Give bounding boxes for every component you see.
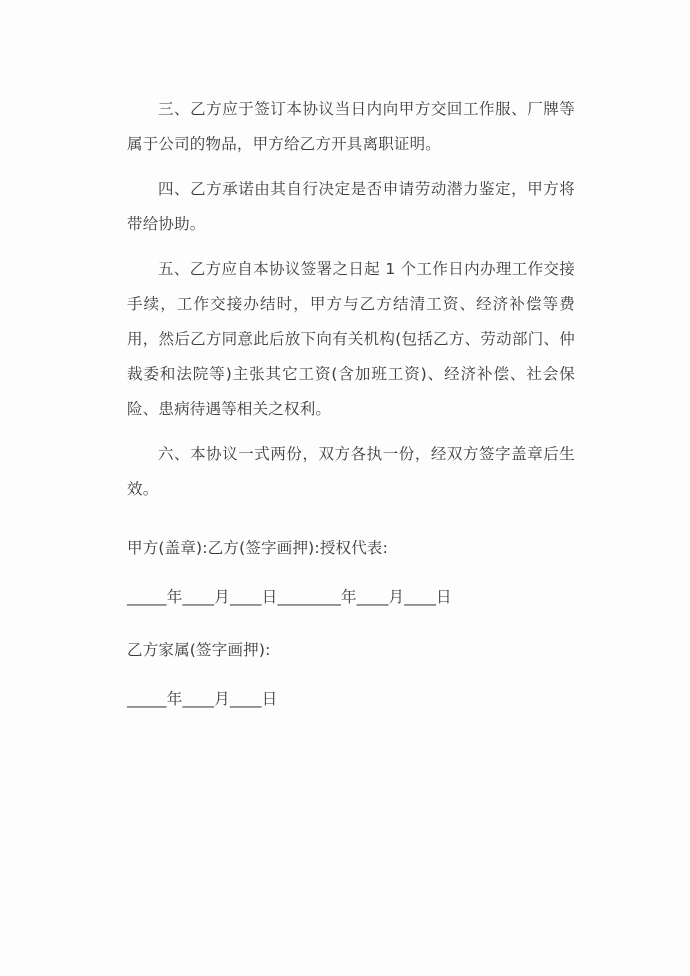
clause-paragraph-6: 六、本协议一式两份，双方各执一份，经双方签字盖章后生效。 (127, 445, 575, 498)
clause-paragraph-3: 三、乙方应于签订本协议当日内向甲方交回工作服、厂牌等属于公司的物品，甲方给乙方开具离职证明。 (127, 100, 575, 153)
signature-spacer-top (127, 521, 575, 531)
signature-family-label: 乙方家属(签字画押): (127, 641, 271, 659)
clause-paragraph-4: 四、乙方承诺由其自行决定是否申请劳动潜力鉴定，甲方将带给协助。 (127, 180, 575, 233)
signature-date-line-parties: _____年____月____日________年____月____日 (127, 588, 452, 606)
document-body (127, 92, 575, 717)
signature-spacer-2 (127, 615, 575, 633)
signature-parties-line: 甲方(盖章):乙方(签字画押):授权代表: (127, 539, 389, 557)
signature-block (127, 521, 575, 717)
clause-paragraph-5: 五、乙方应自本协议签署之日起 1 个工作日内办理工作交接手续，工作交接办结时，甲方与乙方结清工资、经济补偿等费用，然后乙方同意此后放下向有关机构(包括乙方、劳动部门、仲裁委和法院等)主张其它工资(含加班工资)、经济补偿、社会保险、患病待遇等相关之权利。 (127, 260, 575, 418)
signature-date-line-family: _____年____月____日 (127, 690, 278, 708)
signature-spacer-3 (127, 668, 575, 682)
signature-spacer-1 (127, 566, 575, 580)
